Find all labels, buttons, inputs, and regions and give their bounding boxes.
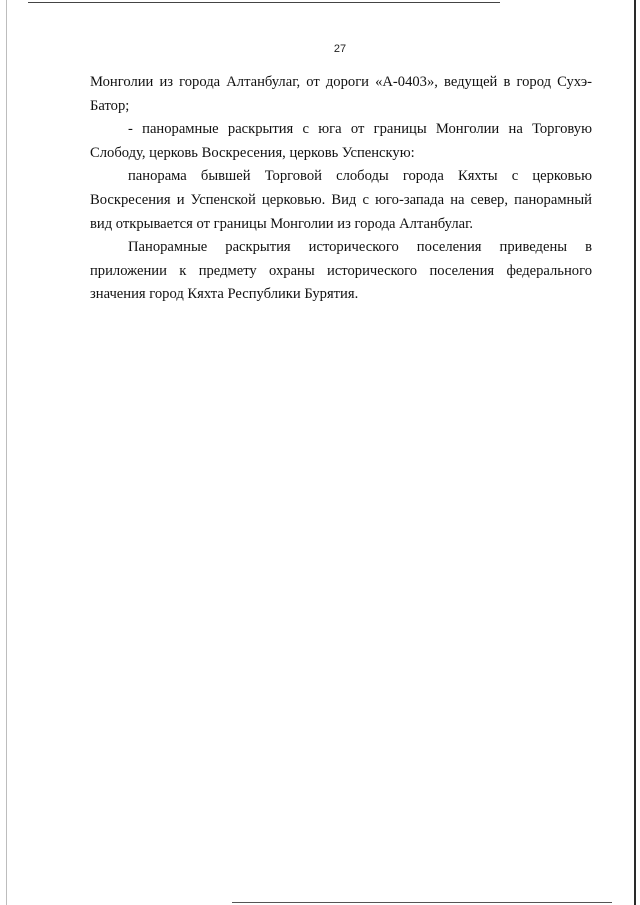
paragraph-1: Монголии из города Алтанбулаг, от дороги «А-0403», ведущей в город Сухэ-Батор; xyxy=(90,74,592,114)
paragraph-2: - панорамные раскрытия с юга от границы Монголии на Торговую Слободу, церковь Воскресения, церковь Успенскую: xyxy=(90,121,592,161)
document-body xyxy=(90,71,592,307)
scan-edge-right xyxy=(634,0,636,905)
scan-edge-top xyxy=(28,2,500,3)
scan-edge-bottom xyxy=(232,902,612,903)
paragraph-3: панорама бывшей Торговой слободы города Кяхты с церковью Воскресения и Успенской церковью. Вид с юго-запада на север, панорамный вид открывается от границы Монголии из города Алтанбулаг. xyxy=(90,168,592,232)
scan-edge-left xyxy=(6,0,7,905)
paragraph-4: Панорамные раскрытия исторического поселения приведены в приложении к предмету охраны исторического поселения федерального значения город Кяхта Республики Бурятия. xyxy=(90,239,592,303)
page-number: 27 xyxy=(333,43,347,55)
